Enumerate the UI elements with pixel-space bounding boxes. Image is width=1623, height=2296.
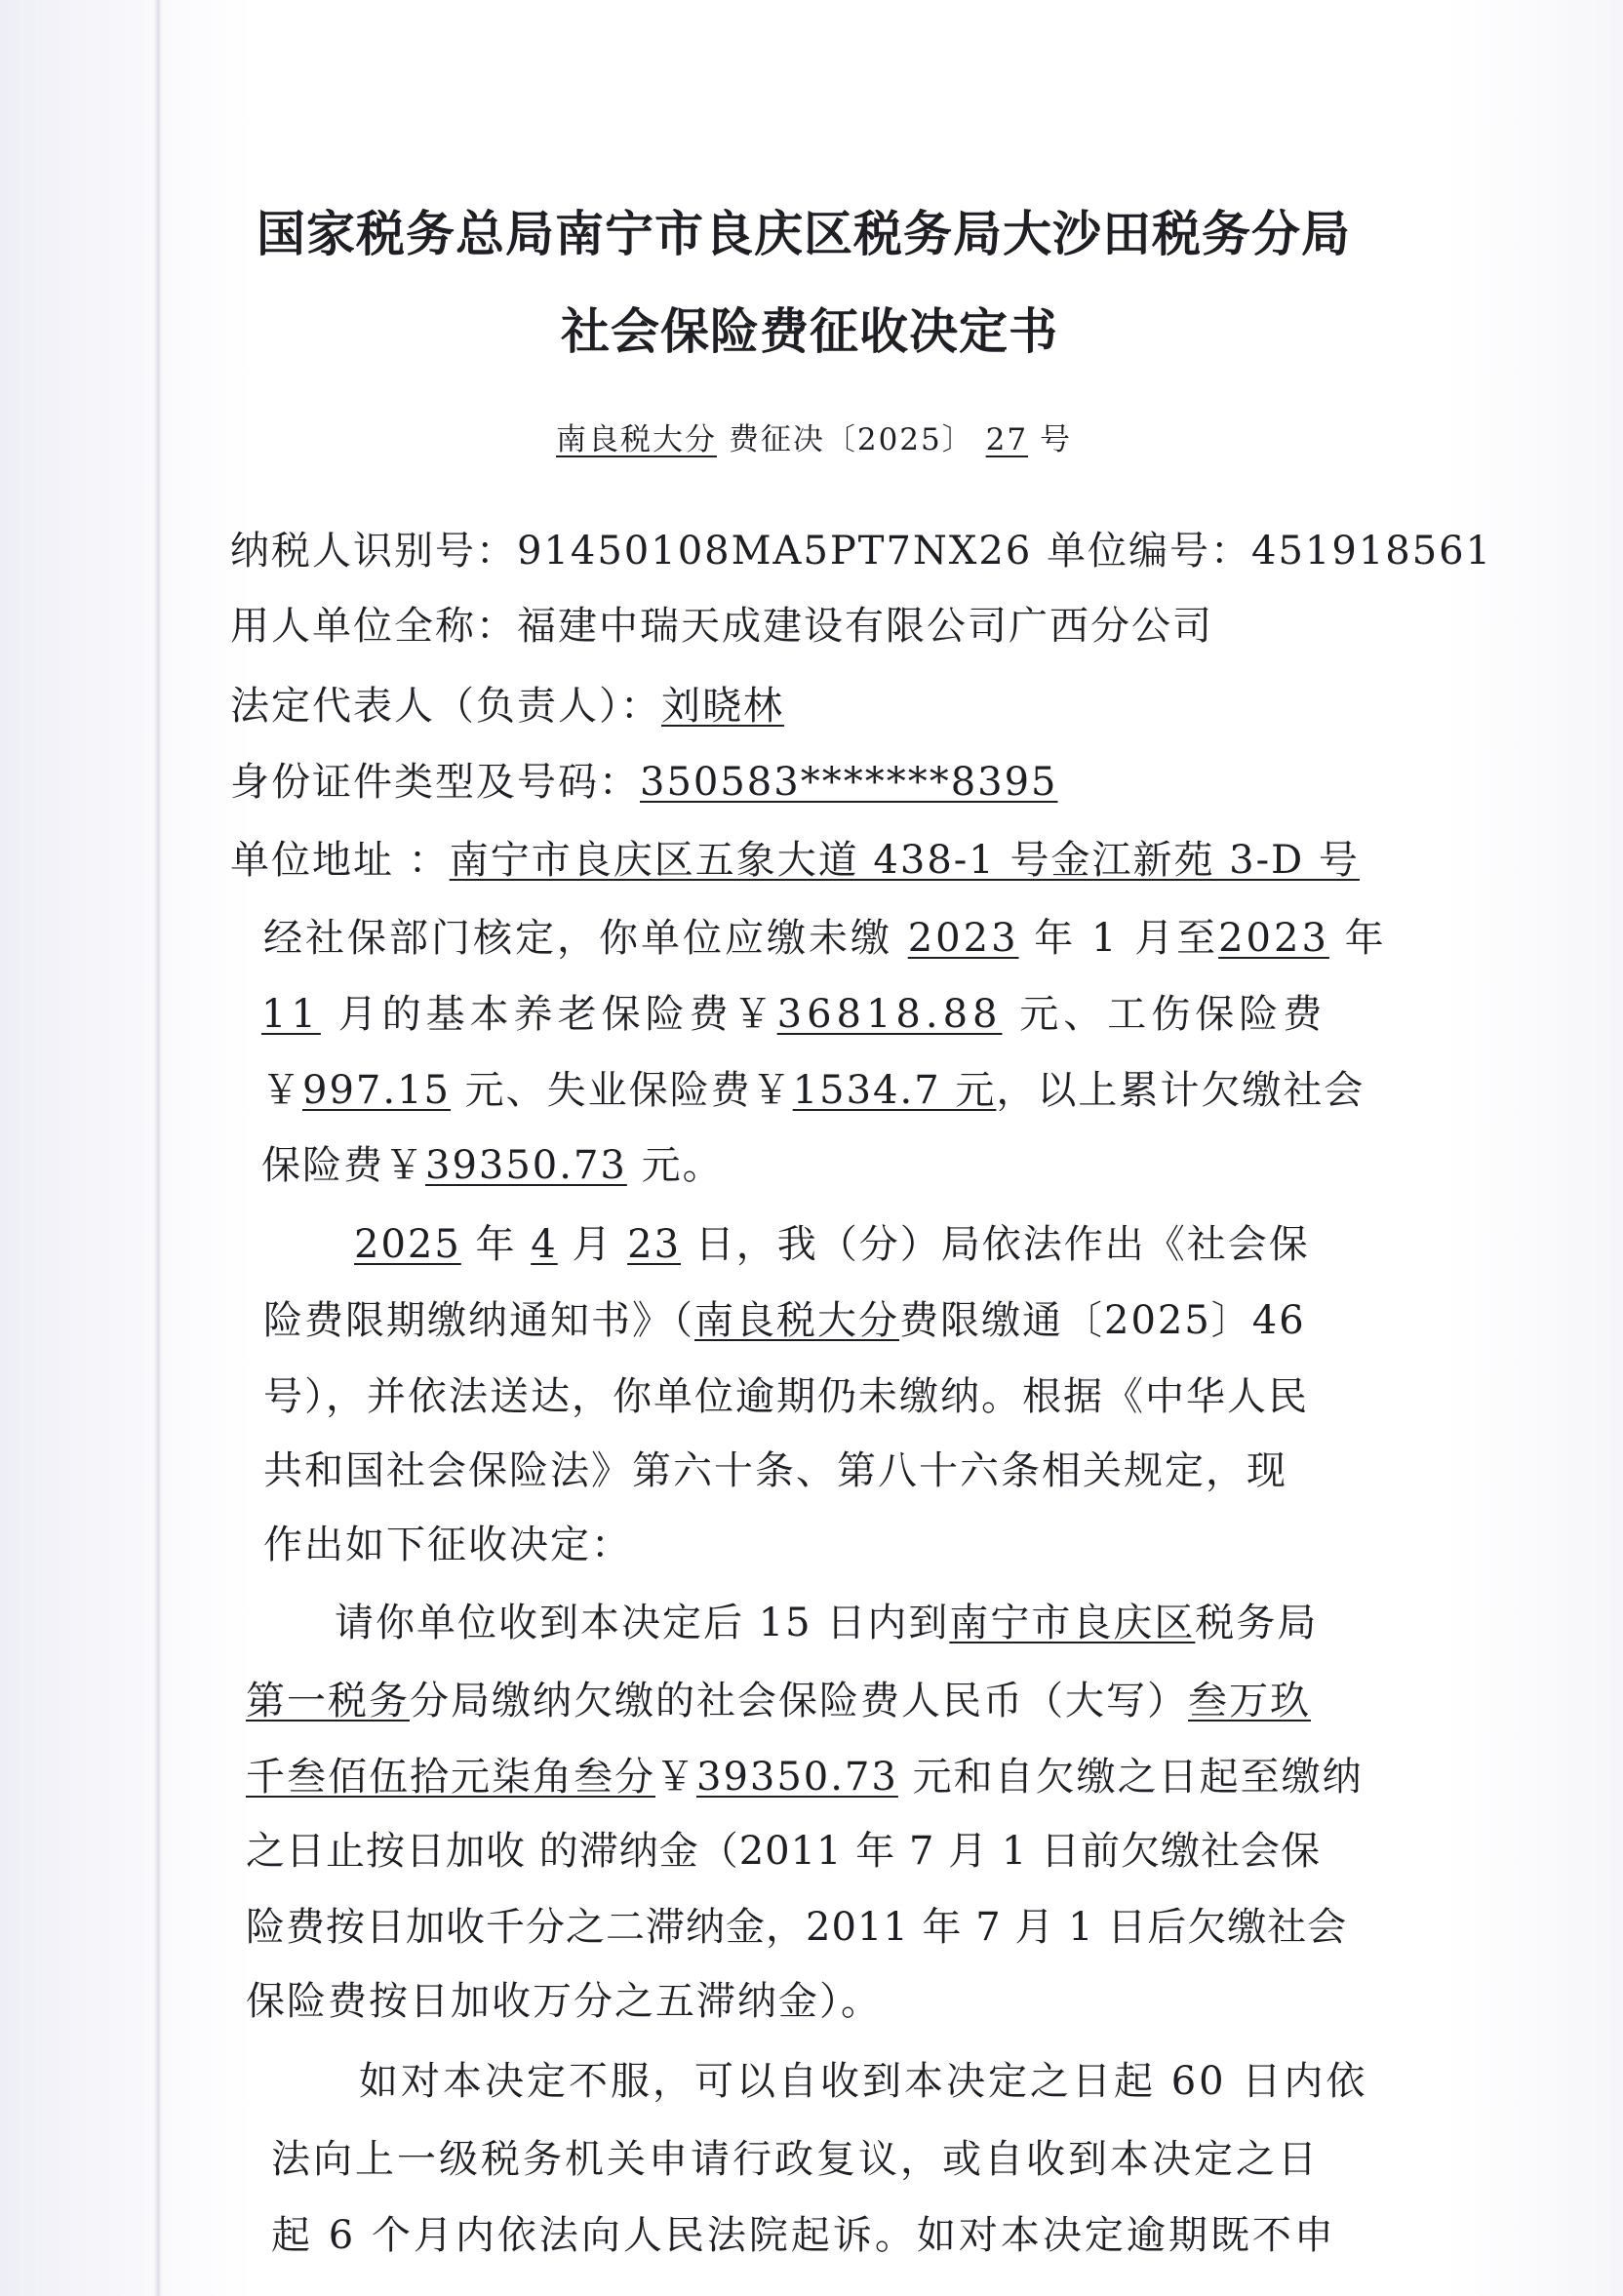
amount-uppercase-part1: 叁万玖	[1188, 1679, 1311, 1723]
doc-number-prefix: 南良税大分	[556, 422, 717, 457]
end-month: 11	[261, 992, 321, 1037]
doc-number-suffix: 号	[1039, 422, 1072, 457]
total-amount: 39350.73	[425, 1143, 627, 1188]
notice-office: 南良税大分	[694, 1298, 899, 1343]
tax-id-line	[230, 520, 1492, 575]
id-line	[230, 751, 1058, 807]
para2-line3: 号），并依法送达，你单位逾期仍未缴纳。根据《中华人民	[263, 1374, 1309, 1419]
payment-amount: 39350.73	[696, 1755, 898, 1800]
para2-line5: 作出如下征收决定：	[263, 1523, 632, 1567]
tax-id-label: 纳税人识别号：	[230, 529, 517, 574]
id-label: 身份证件类型及号码：	[230, 760, 640, 805]
doc-number-middle: 费征决〔2025〕	[728, 422, 974, 457]
legal-rep-line	[230, 675, 784, 731]
end-year: 2023	[1218, 916, 1329, 961]
para3-line6: 保险费按日加收万分之五滞纳金）。	[246, 1979, 882, 2024]
para3-line4: 之日止按日加收 的滞纳金（2011 年 7 月 1 日前欠缴社会保	[246, 1829, 1321, 1874]
amount-uppercase-part2: 千叁佰伍拾元柒角叁分	[246, 1755, 655, 1800]
para4-line2: 法向上一级税务机关申请行政复议，或自收到本决定之日	[271, 2137, 1320, 2182]
document-title-line1: 国家税务总局南宁市良庆区税务局大沙田税务分局	[257, 206, 1351, 262]
injury-amount: 997.15	[302, 1068, 451, 1113]
unit-no-label: 单位编号：	[1047, 529, 1252, 574]
employer-line	[230, 595, 1213, 651]
notice-month: 4	[531, 1222, 558, 1267]
para1-line2: 11 月的基本养老保险费￥36818.88 元、工伤保险费	[261, 992, 1327, 1037]
tax-id-value: 91450108MA5PT7NX26	[517, 529, 1033, 574]
doc-number-value: 27	[985, 422, 1029, 457]
legal-rep-label: 法定代表人（负责人）：	[230, 684, 661, 729]
address-line	[230, 829, 1360, 885]
para4-line1: 如对本决定不服，可以自收到本决定之日起 60 日内依	[359, 2059, 1368, 2104]
para3-line5: 险费按日加收千分之二滞纳金，2011 年 7 月 1 日后欠缴社会	[246, 1905, 1348, 1950]
notice-year: 2025	[354, 1222, 461, 1267]
start-year: 2023	[907, 916, 1019, 961]
payment-bureau: 南宁市良庆区	[949, 1601, 1196, 1645]
unemployment-amount: 1534.7 元	[792, 1068, 997, 1113]
para3-line1: 请你单位收到本决定后 15 日内到南宁市良庆区税务局	[335, 1601, 1319, 1645]
para1-line1: 经社保部门核定，你单位应缴未缴 2023 年 1 月至2023 年	[263, 916, 1387, 961]
para3-line3: 千叁佰伍拾元柒角叁分￥39350.73 元和自欠缴之日起至缴纳	[246, 1755, 1364, 1800]
pension-amount: 36818.88	[776, 992, 1003, 1037]
legal-rep-value: 刘晓林	[661, 684, 784, 729]
para4-line3: 起 6 个月内依法向人民法院起诉。如对本决定逾期既不申	[271, 2213, 1336, 2258]
document-number	[556, 415, 1072, 458]
document-title-line2: 社会保险费征收决定书	[561, 303, 1058, 360]
address-value: 南宁市良庆区五象大道 438-1 号金江新苑 3-D 号	[449, 838, 1360, 883]
para2-line4: 共和国社会保险法》第六十条、第八十六条相关规定，现	[263, 1448, 1287, 1493]
id-value: 350583*******8395	[640, 760, 1058, 805]
address-label: 单位地址 ：	[230, 838, 450, 883]
employer-value: 福建中瑞天成建设有限公司广西分公司	[517, 604, 1213, 649]
para1-line4: 保险费￥39350.73 元。	[261, 1143, 724, 1188]
para2-line2: 险费限期缴纳通知书》（南良税大分费限缴通〔2025〕46	[263, 1298, 1306, 1343]
para1-line3: ￥997.15 元、失业保险费￥1534.7 元，以上累计欠缴社会	[261, 1068, 1366, 1113]
notice-day: 23	[627, 1222, 682, 1267]
para3-line2: 第一税务分局缴纳欠缴的社会保险费人民币（大写）叁万玖	[246, 1679, 1311, 1723]
para2-line1: 2025 年 4 月 23 日，我（分）局依法作出《社会保	[354, 1222, 1310, 1267]
employer-label: 用人单位全称：	[230, 604, 517, 649]
unit-no-value: 451918561	[1251, 529, 1493, 574]
payment-branch: 第一税务	[246, 1679, 410, 1723]
